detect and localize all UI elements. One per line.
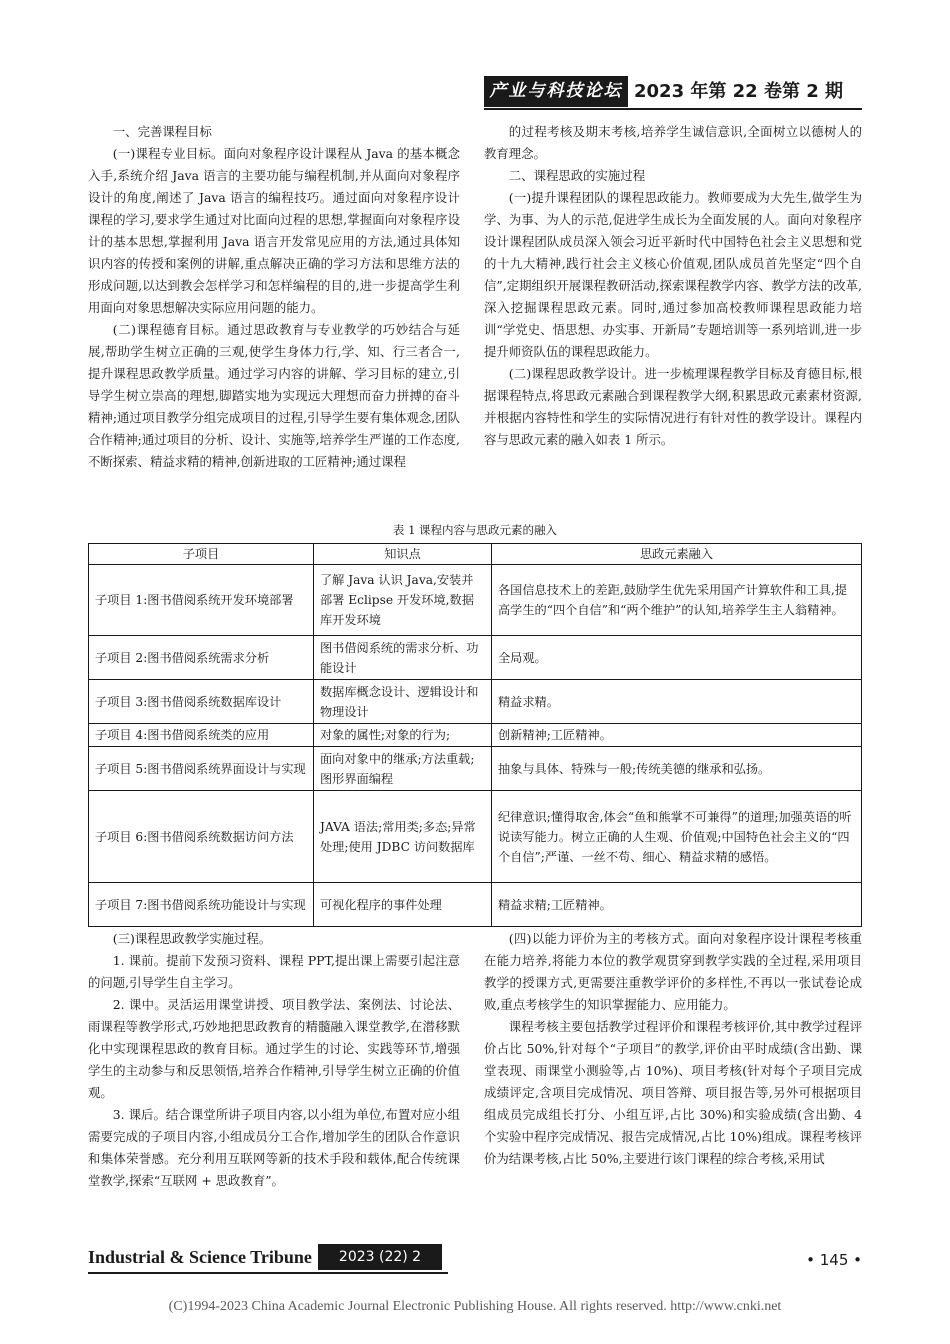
table-caption: 表 1 课程内容与思政元素的融入 [392, 523, 558, 537]
column-header: 思政元素融入 [492, 544, 862, 565]
table-cell: 图书借阅系统的需求分析、功能设计 [314, 636, 492, 680]
table-cell: 可视化程序的事件处理 [314, 883, 492, 927]
table-cell: JAVA 语法;常用类;多态;异常处理;使用 JDBC 访问数据库 [314, 791, 492, 883]
table-row [89, 883, 862, 927]
table-cell: 纪律意识;懂得取舍,体会“鱼和熊掌不可兼得”的道理;加强英语的听说读写能力。树立正确的人生观、价值观;中国特色社会主义的“四个自信”;严谨、一丝不苟、细心、精益求精的感悟。 [492, 791, 862, 883]
paragraph: (一)提升课程团队的课程思政能力。教师要成为大先生,做学生为学、为事、为人的示范,促进学生成长为全面发展的人。面向对象程序设计课程团队成员深入领会习近平新时代中国特色社会主义思想和党的十九大精神,践行社会主义核心价值观,团队成员首先坚定“四个自信”,定期组织开展课程教研活动,探索课程教学内容、教学方法的改革,深入挖掘课程思政元素。同时,通过参加高校教师课程思政能力培训“学党史、悟思想、办实事、开新局”专题培训等一系列培训,进一步提升师资队伍的课程思政能力。 [484, 190, 862, 359]
left-column-bottom [88, 928, 460, 1192]
paragraph: 1. 课前。提前下发预习资料、课程 PPT,提出课上需要引起注意的问题,引导学生自主学习。 [88, 953, 460, 990]
paragraph: 2. 课中。灵活运用课堂讲授、项目教学法、案例法、讨论法、雨课程等教学形式,巧妙地把思政教育的精髓融入课堂教学,在潜移默化中实现课程思政的教育目标。通过学生的讨论、实践等环节,增强学生的主动参与和反思领悟,培养合作精神,引导学生树立正确的价值观。 [88, 997, 460, 1100]
paragraph: (三)课程思政教学实施过程。 [112, 931, 272, 946]
right-column-bottom [484, 928, 862, 1170]
paragraph: 3. 课后。结合课堂所讲子项目内容,以小组为单位,布置对应小组需要完成的子项目内容,小组成员分工合作,增加学生的团队合作意识和集体荣誉感。充分利用互联网等新的技术手段和载体,配合传统课堂教学,探索“互联网 + 思政教育”。 [88, 1107, 460, 1188]
paragraph: (二)课程思政教学设计。进一步梳理课程教学目标及育德目标,根据课程特点,将思政元素融合到课程教学大纲,积累思政元素素材资源,并根据内容特性和学生的实际情况进行有针对性的教学设计。课程内容与思政元素的融入如表 1 所示。 [484, 366, 862, 447]
table-cell: 子项目 2:图书借阅系统需求分析 [89, 636, 314, 680]
table-cell: 数据库概念设计、逻辑设计和物理设计 [314, 680, 492, 724]
table-cell: 子项目 6:图书借阅系统数据访问方法 [89, 791, 314, 883]
paragraph: (二)课程德育目标。通过思政教育与专业教学的巧妙结合与延展,帮助学生树立正确的三观,使学生身体力行,学、知、行三者合一,提升课程思政教学质量。通过学习内容的讲解、学习目标的建立,引导学生树立崇高的理想,脚踏实地为实现远大理想而奋力拼搏的奋斗精神;通过项目教学分组完成项目的过程,引导学生要有集体观念,团队合作精神;通过项目的分析、设计、实施等,培养学生严谨的工作态度,不断探索、精益求精的精神,创新进取的工匠精神;通过课程 [88, 322, 460, 469]
table-cell: 子项目 7:图书借阅系统功能设计与实现 [89, 883, 314, 927]
footer-issue-box: 2023 (22) 2 [318, 1244, 442, 1270]
footer-rule [88, 1272, 448, 1274]
paragraph: (一)课程专业目标。面向对象程序设计课程从 Java 的基本概念入手,系统介绍 Java 语言的主要功能与编程机制,并从面向对象程序设计的角度,阐述了 Java 语言的编程技巧。通过面向对象程序设计课程的学习,要求学生通过对比面向过程的思想,掌握面向对象程序设计的基本思想,掌握利用 Java 语言开发常见应用的方法,通过具体知识内容的传授和案例的讲解,重点解决正确的学习方法和思维方法的形成问题,以达到教会怎样学习和怎样编程的目的,进一步提高学生利用面向对象思想解决实际应用问题的能力。 [88, 146, 460, 315]
table-cell: 各国信息技术上的差距,鼓励学生优先采用国产计算软件和工具,提高学生的“四个自信”和“两个维护”的认知,培养学生主人翁精神。 [492, 565, 862, 636]
table-cell: 精益求精;工匠精神。 [492, 883, 862, 927]
course-table [88, 543, 862, 927]
table-cell: 子项目 4:图书借阅系统类的应用 [89, 724, 314, 747]
section-heading: 二、课程思政的实施过程 [508, 168, 646, 183]
table-row [89, 724, 862, 747]
issue-label: 2023 年第 22 卷第 2 期 [634, 81, 844, 102]
column-header: 子项目 [89, 544, 314, 565]
left-column-top [88, 121, 460, 473]
copyright-notice: (C)1994-2023 China Academic Journal Electronic Publishing House. All rights reserved. http://www.cnki.net [168, 1299, 782, 1314]
table-header-row [89, 544, 862, 565]
table-cell: 对象的属性;对象的行为; [314, 724, 492, 747]
paragraph: 课程考核主要包括教学过程评价和课程考核评价,其中教学过程评价占比 50%,针对每个“子项目”的教学,评价由平时成绩(含出勤、课堂表现、雨课堂小测验等,占 10%)、项目考核(针对每个子项目完成成绩评定,含项目完成情况、项目答辩、项目报告等,另外可根据项目组成员完成组长打分、小组互评,占比 30%)和实验成绩(含出勤、4 个实验中程序完成情况、报告完成情况,占比 10%)组成。课程考核评价为结课考核,占比 50%,主要进行该门课程的综合考核,采用试 [484, 1019, 862, 1166]
table-row [89, 791, 862, 883]
paragraph: (四)以能力评价为主的考核方式。面向对象程序设计课程考核重在能力培养,将能力本位的教学观贯穿到教学实践的全过程,采用项目教学的授课方式,更需要注重教学评价的多样性,不再以一张试卷论成败,重点考核学生的知识掌握能力、应用能力。 [484, 931, 862, 1012]
journal-tag: 产业与科技论坛 [484, 76, 628, 107]
table-row [89, 636, 862, 680]
table-row [89, 680, 862, 724]
section-heading: 一、完善课程目标 [112, 124, 212, 139]
table-cell: 子项目 3:图书借阅系统数据库设计 [89, 680, 314, 724]
table-cell: 子项目 5:图书借阅系统界面设计与实现 [89, 747, 314, 791]
table-cell: 全局观。 [492, 636, 862, 680]
journal-english-title: Industrial & Science Tribune [88, 1247, 312, 1267]
table-row [89, 565, 862, 636]
header-rule [484, 108, 862, 110]
table-cell: 精益求精。 [492, 680, 862, 724]
paragraph: 的过程考核及期末考核,培养学生诚信意识,全面树立以德树人的教育理念。 [484, 124, 862, 161]
table-cell: 面向对象中的继承;方法重载;图形界面编程 [314, 747, 492, 791]
table-cell: 子项目 1:图书借阅系统开发环境部署 [89, 565, 314, 636]
page-number: • 145 • [806, 1251, 862, 1269]
right-column-top [484, 121, 862, 451]
table-row [89, 747, 862, 791]
table-cell: 了解 Java 认识 Java,安装并部署 Eclipse 开发环境,数据库开发环境 [314, 565, 492, 636]
table-cell: 创新精神;工匠精神。 [492, 724, 862, 747]
column-header: 知识点 [314, 544, 492, 565]
table-cell: 抽象与具体、特殊与一般;传统美德的继承和弘扬。 [492, 747, 862, 791]
